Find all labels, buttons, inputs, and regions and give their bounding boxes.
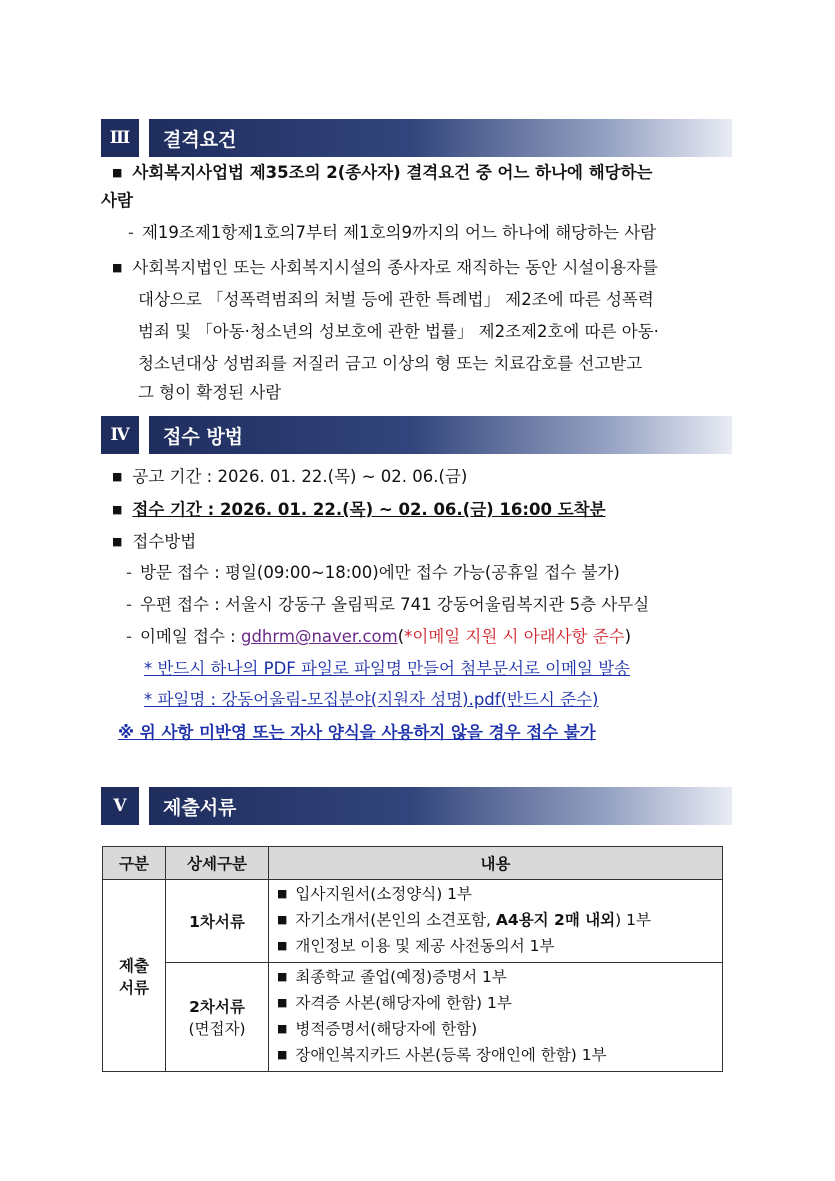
section-3-header — [101, 119, 732, 157]
dash-bullet-icon: - — [126, 563, 132, 582]
list-item: ■ 자격증 사본(해당자에 한함) 1부 — [277, 994, 512, 1012]
section-number: Ⅴ — [101, 787, 139, 825]
detail-cell-first: 1차서류 — [166, 880, 269, 963]
square-bullet-icon: ■ — [277, 913, 288, 926]
section-number: Ⅲ — [101, 119, 139, 157]
disqualification-item-cont: 사람 — [101, 191, 133, 210]
square-bullet-icon: ■ — [112, 166, 123, 179]
table-row — [103, 963, 723, 1072]
list-item: ■ 최종학교 졸업(예정)증명서 1부 — [277, 968, 507, 986]
visit-receipt: - 방문 접수 : 평일(09:00~18:00)에만 접수 가능(공휴일 접수 불가) — [126, 563, 620, 582]
dash-bullet-icon: - — [126, 595, 132, 614]
dash-bullet-icon: - — [128, 223, 134, 242]
list-item: ■ 개인정보 이용 및 제공 사전동의서 1부 — [277, 937, 555, 955]
section-title: 접수 방법 — [149, 416, 732, 454]
table-row — [103, 880, 723, 963]
documents-table — [102, 846, 723, 1072]
square-bullet-icon: ■ — [277, 996, 288, 1009]
list-item: ■ 자기소개서(본인의 소견포함, A4용지 2매 내외) 1부 — [277, 911, 651, 929]
square-bullet-icon: ■ — [277, 1022, 288, 1035]
square-bullet-icon: ■ — [112, 535, 123, 548]
email-note-2: * 파일명 : 강동어울림-모집분야(지원자 성명).pdf(반드시 준수) — [144, 690, 599, 709]
disqualification-item: ■ 사회복지사업법 제35조의 2(종사자) 결격요건 중 어느 하나에 해당하는 — [112, 163, 653, 182]
email-link[interactable]: gdhrm@naver.com — [240, 627, 398, 646]
category-cell: 제출 서류 — [103, 880, 166, 1072]
mail-receipt: - 우편 접수 : 서울시 강동구 올림픽로 741 강동어울림복지관 5층 사무실 — [126, 595, 650, 614]
content-cell-second — [269, 963, 723, 1072]
col-header-content: 내용 — [269, 847, 723, 880]
square-bullet-icon: ■ — [112, 261, 123, 274]
list-item: ■ 병적증명서(해당자에 한함) — [277, 1020, 478, 1038]
table-header-row — [103, 847, 723, 880]
square-bullet-icon: ■ — [277, 1048, 288, 1061]
list-item: ■ 장애인복지카드 사본(등록 장애인에 한함) 1부 — [277, 1046, 607, 1064]
section-title: 결격요건 — [149, 119, 732, 157]
col-header-category: 구분 — [103, 847, 166, 880]
square-bullet-icon: ■ — [277, 970, 288, 983]
square-bullet-icon: ■ — [277, 887, 288, 900]
email-receipt: - 이메일 접수 : gdhrm@naver.com(*이메일 지원 시 아래사항 준수) — [126, 627, 632, 646]
receipt-method-label: ■ 접수방법 — [112, 532, 197, 551]
section-number: Ⅳ — [101, 416, 139, 454]
detail-cell-second: 2차서류 (면접자) — [166, 963, 269, 1072]
disqualification-item-2: ■ 사회복지법인 또는 사회복지시설의 종사자로 재직하는 동안 시설이용자를 — [112, 258, 658, 277]
section-title: 제출서류 — [149, 787, 732, 825]
disqualification-item-2-line: 범죄 및 「아동·청소년의 성보호에 관한 법률」 제2조제2호에 따른 아동· — [138, 322, 659, 341]
col-header-detail: 상세구분 — [166, 847, 269, 880]
content-cell-first — [269, 880, 723, 963]
section-5-header — [101, 787, 732, 825]
dash-bullet-icon: - — [126, 627, 132, 646]
square-bullet-icon: ■ — [112, 470, 123, 483]
square-bullet-icon: ■ — [277, 939, 288, 952]
disqualification-item-2-line: 청소년대상 성범죄를 저질러 금고 이상의 형 또는 치료감호를 선고받고 — [138, 354, 643, 373]
disqualification-subitem: - 제19조제1항제1호의7부터 제1호의9까지의 어느 하나에 해당하는 사람 — [128, 223, 657, 242]
email-note: *이메일 지원 시 아래사항 준수 — [404, 627, 625, 646]
list-item: ■ 입사지원서(소정양식) 1부 — [277, 885, 473, 903]
disqualification-item-2-line: 그 형이 확정된 사람 — [138, 383, 282, 402]
email-note-1: * 반드시 하나의 PDF 파일로 파일명 만들어 첨부문서로 이메일 발송 — [144, 659, 631, 678]
warning-note: ※ 위 사항 미반영 또는 자사 양식을 사용하지 않을 경우 접수 불가 — [118, 723, 596, 742]
receipt-period: ■ 접수 기간 : 2026. 01. 22.(목) ~ 02. 06.(금) 16:00 도착분 — [112, 500, 606, 519]
section-4-header — [101, 416, 732, 454]
square-bullet-icon: ■ — [112, 503, 123, 516]
notice-period: ■ 공고 기간 : 2026. 01. 22.(목) ~ 02. 06.(금) — [112, 467, 468, 486]
disqualification-item-2-line: 대상으로 「성폭력범죄의 처벌 등에 관한 특례법」 제2조에 따른 성폭력 — [138, 290, 654, 309]
